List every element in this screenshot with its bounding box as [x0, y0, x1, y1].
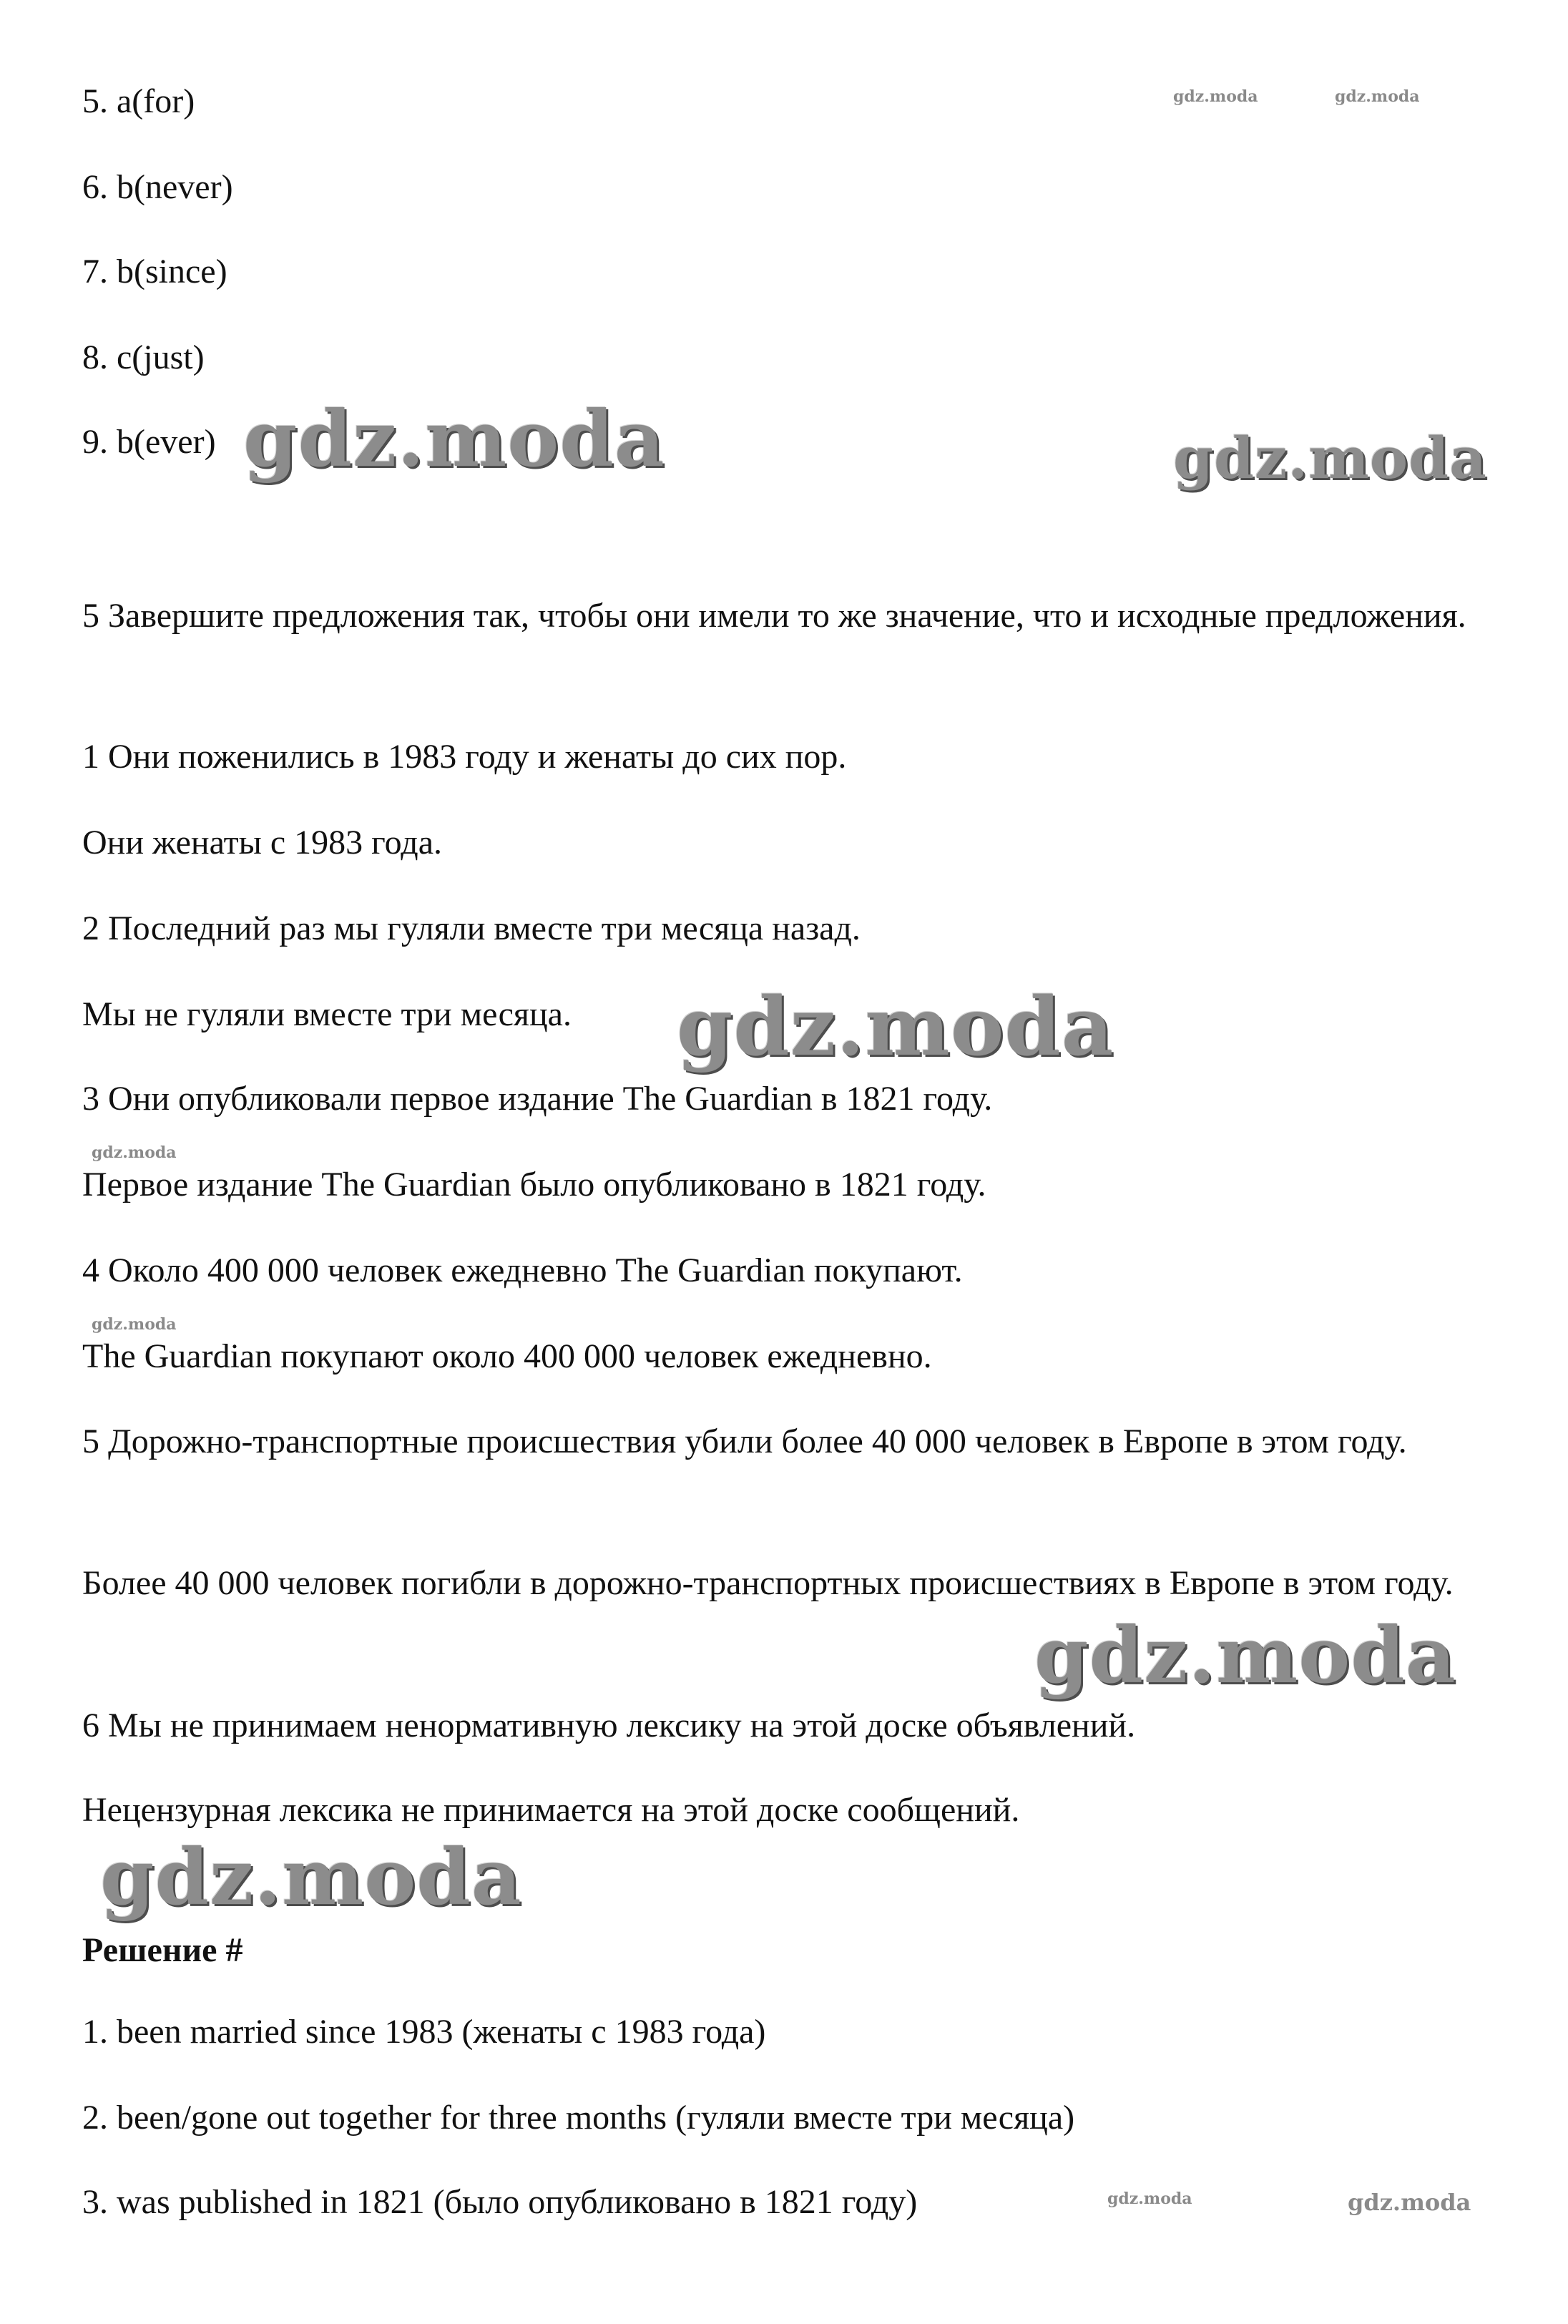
watermark-small: gdz.moda	[1348, 2189, 1471, 2216]
watermark-large: gdz.moda	[677, 980, 1114, 1074]
pair-4-rewrite: The Guardian покупают около 400 000 человек ежедневно.	[82, 1337, 932, 1375]
pair-4-original: 4 Около 400 000 человек ежедневно The Guardian покупают.	[82, 1251, 963, 1289]
pair-6-rewrite: Нецензурная лексика не принимается на этой доске сообщений.	[82, 1791, 1020, 1829]
answer-6: 6. b(never)	[82, 168, 233, 206]
solution-item-3: 3. was published in 1821 (было опубликовано в 1821 году)	[82, 2183, 918, 2221]
watermark-small: gdz.moda	[1107, 2189, 1192, 2208]
watermark-small: gdz.moda	[92, 1315, 177, 1334]
pair-5-original: 5 Дорожно-транспортные происшествия убили более 40 000 человек в Европе в этом году.	[82, 1422, 1407, 1460]
pair-2-original: 2 Последний раз мы гуляли вместе три месяца назад.	[82, 909, 861, 947]
pair-1-original: 1 Они поженились в 1983 году и женаты до сих пор.	[82, 738, 847, 776]
pair-3-rewrite: Первое издание The Guardian было опубликовано в 1821 году.	[82, 1166, 986, 1204]
pair-3-original: 3 Они опубликовали первое издание The Guardian в 1821 году.	[82, 1080, 993, 1118]
watermark-small: gdz.moda	[1173, 87, 1258, 106]
answer-7: 7. b(since)	[82, 253, 227, 290]
answer-9: 9. b(ever)	[82, 423, 216, 461]
pair-6-original: 6 Мы не принимаем ненормативную лексику на этой доске объявлений.	[82, 1707, 1136, 1744]
solution-heading: Решение #	[82, 1931, 243, 1969]
watermark-large: gdz.moda	[243, 394, 665, 484]
pair-1-rewrite: Они женаты с 1983 года.	[82, 824, 442, 861]
watermark-large: gdz.moda	[1034, 1611, 1456, 1701]
solution-item-2: 2. been/gone out together for three months (гуляли вместе три месяца)	[82, 2099, 1075, 2137]
answer-8: 8. c(just)	[82, 338, 205, 376]
watermark-large: gdz.moda	[100, 1832, 522, 1923]
solution-item-1: 1. been married since 1983 (женаты с 1983 года)	[82, 2013, 766, 2051]
pair-2-rewrite: Мы не гуляли вместе три месяца.	[82, 995, 572, 1033]
watermark-small: gdz.moda	[1335, 87, 1420, 106]
watermark-large: gdz.moda	[1173, 424, 1487, 492]
task-heading: 5 Завершите предложения так, чтобы они имели то же значение, что и исходные предложения.	[82, 597, 1466, 635]
answer-5: 5. a(for)	[82, 82, 195, 120]
watermark-small: gdz.moda	[92, 1143, 177, 1162]
pair-5-rewrite: Более 40 000 человек погибли в дорожно-транспортных происшествиях в Европе в этом году.	[82, 1564, 1454, 1602]
